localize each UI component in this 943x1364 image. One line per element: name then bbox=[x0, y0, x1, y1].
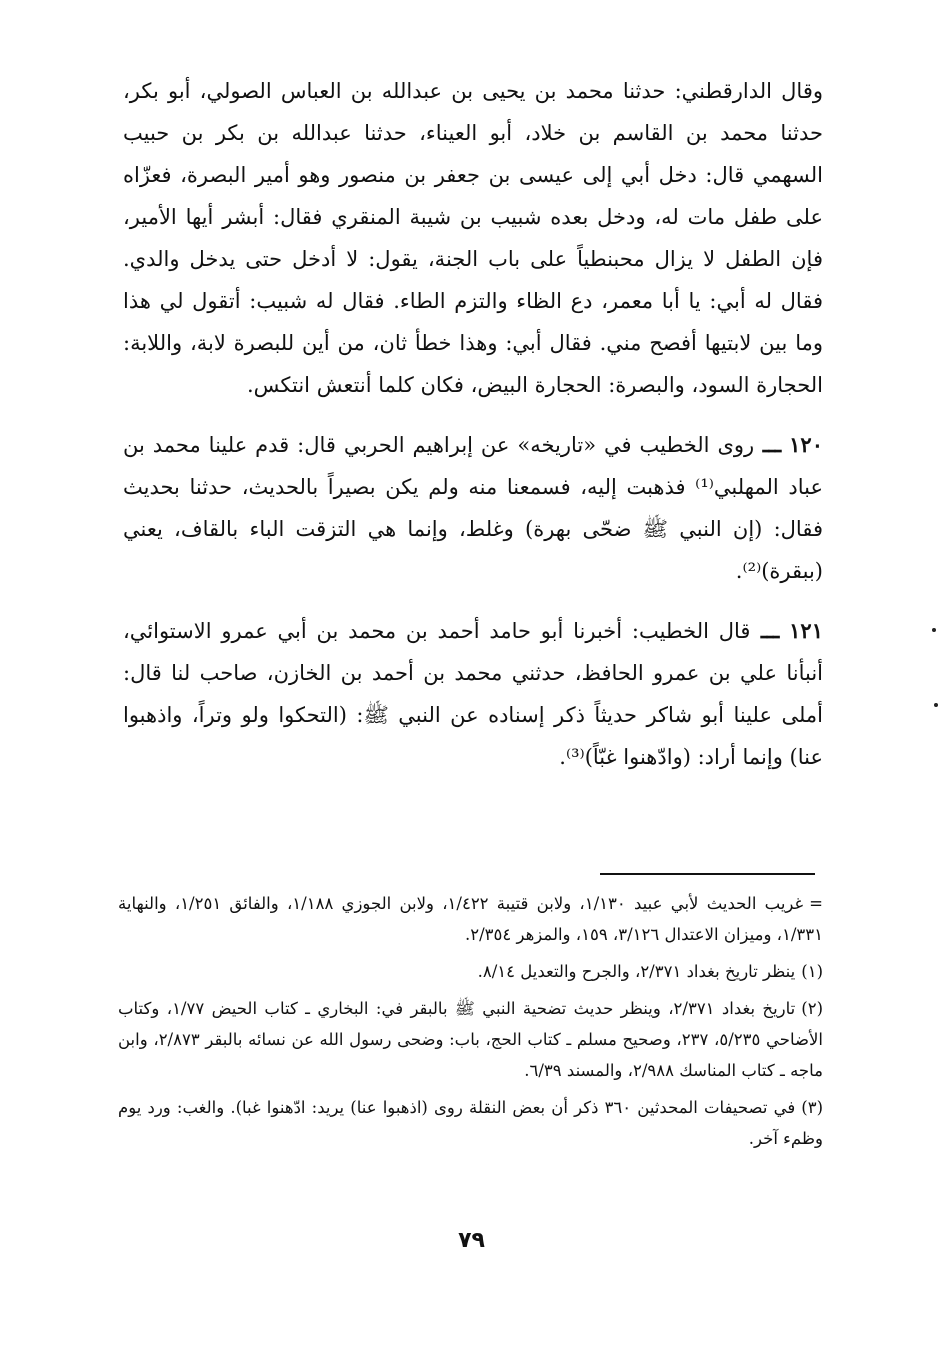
footnote-text: تاريخ بغداد ٢/٣٧١، وينظر حديث تضحية النبي ﷺ بالبقر في: البخاري ـ كتاب الحيض ١/٧٧، وكتاب الأضاحي ٥/٢٣٥، ٢٣٧، وصحيح مسلم ـ كتاب الحج، باب: وضحى رسول الله عن نسائه بالبقر ٢/٨٧٣، وابن ماجه ـ كتاب المناسك ٢/٩٨٨، والمسند ٦/٣٩. bbox=[118, 999, 823, 1080]
paragraph-121 bbox=[123, 610, 823, 778]
paragraph-120 bbox=[123, 424, 823, 592]
footnote-mark: (١) bbox=[801, 962, 823, 981]
paragraph-number: ١٢٠ bbox=[789, 432, 823, 457]
paragraph-text: روى الخطيب في «تاريخه» عن إبراهيم الحربي قال: قدم علينا محمد بن عباد المهلبي⁽¹⁾ فذهبت إليه، فسمعنا منه ولم يكن بصيراً بالحديث، حدثنا بحديث فقال: (إن النبي ﷺ ضحّى بهرة) وغلط، وإنما هي التزقت الباء بالقاف، يعني (ببقرة)⁽²⁾. bbox=[123, 433, 824, 583]
footnote-1 bbox=[118, 956, 823, 987]
scan-speck bbox=[932, 628, 936, 632]
paragraph-text: قال الخطيب: أخبرنا أبو حامد أحمد بن محمد بن أبي عمرو الاستوائي، أنبأنا علي بن عمرو الحافظ، حدثني محمد بن أحمد بن الخازن، صاحب لنا قال: أملى علينا أبو شاكر حديثاً ذكر إسناده عن النبي ﷺ: (التحكوا ولو وتراً، واذهبوا عنا) وإنما أراد: (وادّهنوا غبّاً)⁽³⁾. bbox=[123, 619, 823, 769]
footnote-2 bbox=[118, 993, 823, 1086]
footnote-mark: (٢) bbox=[801, 999, 824, 1018]
scan-speck bbox=[934, 703, 938, 707]
footnote-continued bbox=[118, 888, 823, 950]
main-text bbox=[123, 70, 823, 778]
paragraph-text: وقال الدارقطني: حدثنا محمد بن يحيى بن عبدالله بن العباس الصولي، أبو بكر، حدثنا محمد بن القاسم بن خلاد، أبو العيناء، حدثنا عبدالله بن بكر بن حبيب السهمي قال: دخل أبي إلى عيسى بن جعفر بن منصور وهو أمير البصرة، فعزّاه على طفل مات له، ودخل بعده شبيب بن شيبة المنقري فقال: أبشر أيها الأمير، فإن الطفل لا يزال محبنطياً على باب الجنة، يقول: لا أدخل حتى يدخل والدي. فقال له أبي: يا أبا معمر، دع الظاء والتزم الطاء. فقال له شبيب: أتقول لي هذا وما بين لابتيها أفصح مني. فقال أبي: وهذا خطأ ثان، من أين للبصرة لابة، واللابة: الحجارة السود، والبصرة: الحجارة البيض، فكان كلما أنتعش انتكس. bbox=[123, 79, 823, 397]
footnotes bbox=[118, 888, 823, 1160]
footnote-3 bbox=[118, 1092, 823, 1154]
paragraph-number: ١٢١ bbox=[789, 618, 823, 643]
page-number: ٧٩ bbox=[458, 1228, 485, 1253]
paragraph-intro bbox=[123, 70, 823, 406]
footnote-text: ينظر تاريخ بغداد ٢/٣٧١، والجرح والتعديل ٨/١٤. bbox=[477, 962, 796, 981]
footnote-mark: = bbox=[809, 894, 823, 913]
footnote-text: في تصحيفات المحدثين ٣٦٠ ذكر أن بعض النقلة روى (اذهبوا عنا) يريد: ادّهنوا غبا). والغب: ورد يوم وظمء آخر. bbox=[118, 1098, 823, 1148]
footnote-separator bbox=[600, 873, 815, 875]
number-dash: ـــ bbox=[750, 618, 780, 643]
footnote-mark: (٣) bbox=[801, 1098, 823, 1117]
footnote-text: غريب الحديث لأبي عبيد ١/١٣٠، ولابن قتيبة ١/٤٢٢، ولابن الجوزي ١/١٨٨، والفائق ١/٢٥١، والنهاية ١/٣٣١، وميزان الاعتدال ٣/١٢٦، ١٥٩، والمزهر ٢/٣٥٤. bbox=[118, 894, 823, 944]
number-dash: ـــ bbox=[754, 432, 782, 457]
